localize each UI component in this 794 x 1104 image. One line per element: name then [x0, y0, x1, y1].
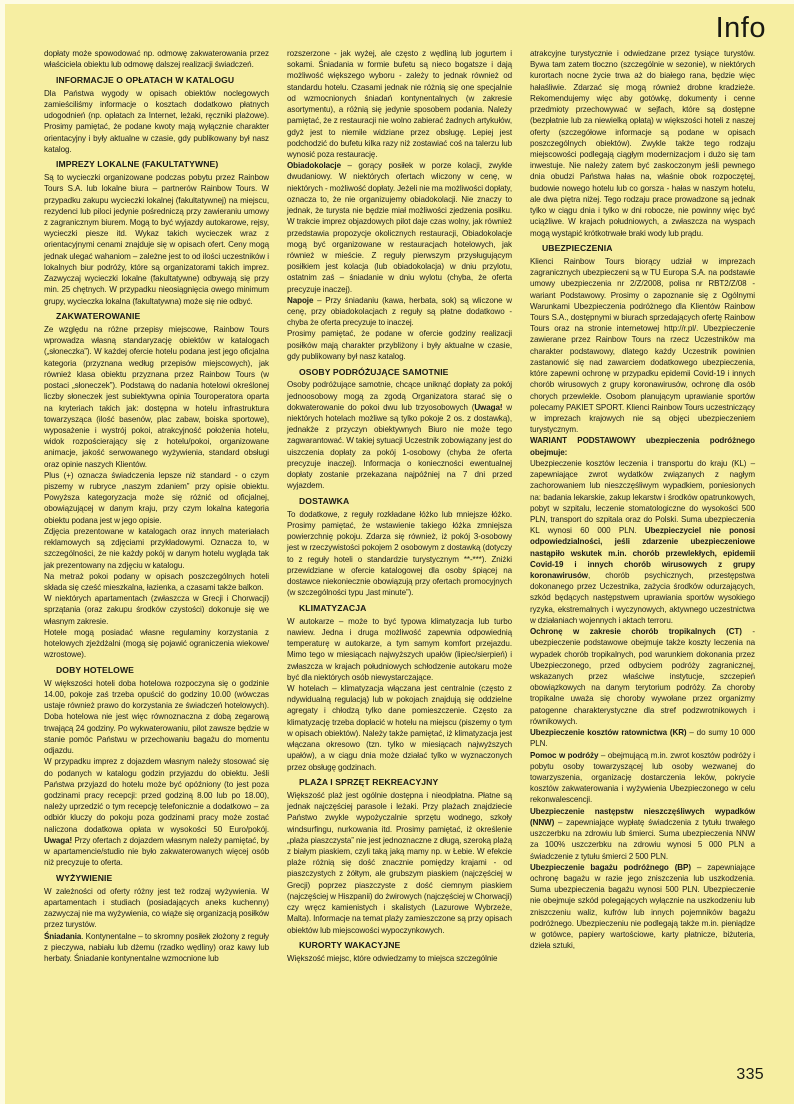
column-3	[530, 48, 755, 1048]
page-number: 335	[736, 1066, 764, 1083]
page-left-edge	[0, 0, 5, 1104]
body-paragraph: Śniadania. Kontynentalne – to skromny posiłek złożony z reguły z pieczywa, nabiału lub dżemu (rzadko wędliny) oraz kawy lub herbaty. Śniadanie kontynentalne wzmocnione lub	[44, 931, 269, 963]
section-heading: INFORMACJE O OPŁATACH W KATALOGU	[56, 74, 235, 85]
body-paragraph: Plus (+) oznacza świadczenia lepsze niż standard - o czym piszemy w rubryce „naszym zdaniem” przy opisie obiektu. Powyższa kategoryzacja może się różnić od oficjalnej, obowiązującej w danym kraju, przy czym lokalna kategoria obiektu podana jest w jego opisie.	[44, 470, 269, 525]
section-heading: OSOBY PODRÓŻUJĄCE SAMOTNIE	[299, 366, 449, 377]
section-heading: IMPREZY LOKALNE (FAKULTATYWNE)	[56, 159, 219, 170]
section-heading: KLIMATYZACJA	[299, 602, 367, 613]
body-paragraph: To dodatkowe, z reguły rozkładane łóżko lub mniejsze łóżko. Prosimy pamiętać, że wstawienie takiego łóżka zmniejsza powierzchnię pokoju. Zdarza się również, iż pokój 3-osobowy jest w rzeczywistości pokojem 2 osobowym z dostawką (dotyczy to z reguły hoteli o standardzie turystycznym **-***). Zniżki przewidziane w ofercie katalogowej dla osoby śpiącej na dostawce niekoniecznie obowiązują przy ofertach promocyjnych (w szczególności typu „last minute”).	[287, 509, 512, 598]
body-paragraph: Prosimy pamiętać, że podane w ofercie godziny realizacji posiłków mają charakter przybliżony i były aktualne w czasie, gdy publikowany był nasz katalog.	[287, 329, 512, 361]
section-heading: PLAŻA I SPRZĘT REKREACYJNY	[299, 777, 439, 788]
body-paragraph: W przypadku imprez z dojazdem własnym należy stosować się do podanych w katalogu godzin przyjazdu do obiektu. Jeśli Państwa przyjazd do hotelu może być opóźniony (to jest poza godzinami pracy recepcji: przed godziną 8.00 lub po 18.00), należy uprzedzić o tym recepcję telefonicznie a dodatkowo – za odbiór kluczy do pokoju poza godzinami pracy może zostać naliczona dodatkowa opłata w wysokości 50 Euro/pokój. Uwaga! Przy ofertach z dojazdem własnym należy pamiętać, by w apartamencie/studio nie było zakwaterowanych więcej osób niż precyzuje to oferta.	[44, 757, 269, 868]
body-paragraph: Ubezpieczenie kosztów leczenia i transportu do kraju (KL) – zapewniające zwrot wydatków związanych z nagłym zachorowaniem lub nieszczęśliwym wypadkiem, poniesionych na: badania lekarskie, zakup lekarstw i środków opatrunkowych, pobyt w szpitalu, leczenie stomatologiczne do wysokości 500 PLN, transport do szpitala oraz do Polski. Suma ubezpieczenia KL wynosi 60 000 PLN. Ubezpieczyciel nie ponosi odpowiedzialności, jeśli zdarzenie ubezpieczeniowe nastąpiło wskutek m.in. chorób przewlekłych, epidemii Covid-19 i innych chorób wirusowych z grupy koronawirusów, chorób psychicznych, przestępstwa dokonanego przez Uczestnika, zażycia środków odurzających, szkód będących następstwem uprawiania sportów wysokiego ryzyka, ekstremalnych i wyczynowych, aktywnego uczestnictwa w działaniach wojennych i aktach terroru.	[530, 458, 755, 625]
body-paragraph: Klienci Rainbow Tours biorący udział w imprezach zagranicznych ubezpieczeni są w TU Europa S.A. na podstawie umowy ubezpieczenia nr 2/Z/2008, polisa nr RBT2/Z/08 - wariant Podstawowy. Prosimy o zapoznanie się z Ogólnymi Warunkami Ubezpieczenia podróżnego dla Klientów Rainbow Tours S.A., dostępnymi w biurach sprzedających ofertę Rainbow Tours oraz na stronie internetowej http://r.pl/. Ubezpieczenie zawierane przez Rainbow Tours na rzecz Uczestników ma charakter podstawowy, dlatego każdy Uczestnik powinien zastanowić się nad zawarciem dodatkowego ubezpieczenia, które zapewni ochronę w przypadku epidemii Covid-19 i innych chorób wirusowych z grupy koronawirusów, ochronę dla osób chorych przewlekle. Osobom planującym uprawianie sportów polecamy PAKIET SPORT. Klienci Rainbow Tours uczestniczący w imprezach krajowych nie są objęci ubezpieczeniem turystycznym.	[530, 256, 755, 435]
text-columns	[44, 48, 754, 1048]
body-paragraph: Większość plaż jest ogólnie dostępna i nieodpłatna. Płatne są jednak najczęściej parasole i leżaki. Przy plażach znajdziecie Państwo zwykle wypożyczalnie sprzętu wodnego, szkoły windsurfingu, nurkowania itd. Prosimy pamiętać, iż określenie „plaża piaszczysta” nie jest jednoznaczne z długą, szeroką plażą z białym piaskiem, czyli taką jaką mamy np. w Łebie. W efekcie plaże różnią się dość znacznie pomiędzy krajami - od piaszczystych z żółtym, ale grubszym piaskiem (najczęściej w Grecji) poprzez piaszczyste z dość ciemnym piaskiem (najczęściej w Hiszpanii) do żwirowych (najczęściej w Chorwacji) czy wręcz kamienistych i skalistych (Lazurowe Wybrzeże, Malta). Informacje na temat plaży zamieszczone są przy opisach obiektów lub miejscowości wypoczynkowych.	[287, 790, 512, 935]
body-paragraph: Zdjęcia prezentowane w katalogach oraz innych materiałach reklamowych są zdjęciami przykładowymi. Oznacza to, w szczególności, że nie każdy pokój w danym hotelu wygląda tak jak prezentowany na zdjęciu w katalogu.	[44, 526, 269, 570]
body-paragraph: Obiadokolacje – gorący posiłek w porze kolacji, zwykle dwudaniowy. W niektórych ofertach wliczony w cenę, w niektórych - możliwość dopłaty. Jeżeli nie ma możliwości dopłaty, oznacza to, że nie organizujemy obiadokolacji. Nie znaczy to jednak, że turysta nie będzie miał możliwości zjedzenia posiłku. W trakcie imprez objazdowych pilot daje czas wolny, jak również przedstawia propozycje okolicznych restauracji, Obiadokolacje mogą być organizowane w restauracjach hotelowych, jak również w mieście. Z reguły pierwszym przysługującym posiłkiem jest kolacja (lub obiadokolacja) w dniu przylotu, ostatnim zaś – śniadanie w dniu wylotu (chyba, że oferta precyzuje inaczej).	[287, 161, 512, 294]
body-paragraph: Pomoc w podróży – obejmującą m.in. zwrot kosztów podróży i pobytu osoby towarzyszącej lub osoby wezwanej do towarzyszenia, organizację dostarczenia leków, pokrycie kosztów zakwaterowania i wyżywienia Ubezpieczonego w celu rekonwalescencji.	[530, 750, 755, 805]
page-masthead	[716, 14, 766, 43]
section-heading: UBEZPIECZENIA	[542, 243, 613, 254]
body-paragraph: Ubezpieczenie bagażu podróżnego (BP) – zapewniające ochronę bagażu w razie jego zniszczenia lub uszkodzenia. Suma ubezpieczenia bagażu wynosi 500 PLN. Ubezpieczenie nie obejmuje szkód polegających wyłącznie na uszkodzeniu lub zniszczeniu waliz, kufrów lub innych pojemników bagażu podróżnego. Ubezpieczeniu nie podlegają także m.in. pieniądze w gotówce, papiery wartościowe, karty płatnicze, biżuteria, dzieła sztuki,	[530, 862, 755, 951]
body-paragraph: W zależności od oferty różny jest też rodzaj wyżywienia. W apartamentach i studiach (posiadających aneks kuchenny) zazwyczaj nie ma wyżywienia, co wiąże się organizacją posiłków przez turystów.	[44, 886, 270, 930]
body-paragraph: Ubezpieczenie kosztów ratownictwa (KR) – do sumy 10 000 PLN.	[530, 728, 755, 749]
body-paragraph: Większość miejsc, które odwiedzamy to miejsca szczególnie	[287, 953, 498, 963]
column-2	[287, 48, 512, 1048]
body-paragraph: atrakcyjne turystycznie i odwiedzane przez tysiące turystów. Bywa tam zatem tłoczno (szczególnie w sezonie), w niektórych kurortach nocne życie trwa aż do białego rana, będzie więc hałaśliwie. Zdarzać się mogą również drobne kradzieże. Rekomendujemy więc aby gotówkę, dokumenty i cenne przedmioty przechowywać w sejfach, które są dostępne (bezpłatnie lub za niewielką opłatą) w większości hoteli z naszej oferty (szczegółowe informacje są podane w opisach poszczególnych obiektów). Zwykle także tego rodzaju miejscowości podlegają ciągłym modernizacjom i dużo się tam inwestuje. Nie należy zatem być zaskoczonym jeśli pewnego dnia obudzi Państwa hałas na, właśnie obok rozpoczętej, budowie nowego hotelu lub co gorsza - hałas w naszym hotelu, ale dwa piętra niżej. Tego rodzaju prace prowadzone są jednak tylko w ciągu dnia i tylko w dni robocze, nie powinny więc być uciążliwe. W krajach południowych, a zwłaszcza na wyspach mogą wystąpić krótkotrwałe braki wody lub prądu.	[530, 49, 755, 238]
section-heading: KURORTY WAKACYJNE	[299, 940, 401, 951]
body-paragraph: Na metraż pokoi podany w opisach poszczególnych hoteli składa się cześć mieszkalna, łazienka, a czasami także balkon.	[44, 571, 269, 593]
body-paragraph: Napoje – Przy śniadaniu (kawa, herbata, sok) są wliczone w cenę, przy obiadokolacjach z reguły są płatne dodatkowo - chyba że oferta precyzuje to inaczej.	[287, 295, 512, 328]
body-paragraph: Hotele mogą posiadać własne regulaminy korzystania z hotelowych zjeżdżalni (mogą się pojawić ograniczenia wiekowe/ wzrostowe).	[44, 627, 269, 660]
body-paragraph: Są to wycieczki organizowane podczas pobytu przez Rainbow Tours S.A. lub lokalne biura – partnerów Rainbow Tours. W przypadku zakupu wycieczki lokalnej (fakultatywnej) na miejscu, rezydenci lub piloci jedynie pośredniczą przy zawieraniu umowy z zagranicznym biurem. Mogą to być wyjazdy autokarowe, rejsy, wycieczki piesze itd. Wykaz takich wycieczek wraz z orientacyjnymi cenami znajduje się w opisach ofert. Ceny mogą jednak ulegać wahaniom – zależne jest to od ilości uczestników i lokalnych biur podróży, które są organizatorami takich imprez. Zazwyczaj wycieczki lokalne (fakultatywne) odbywają się przy min. 25 chętnych. W przypadku nieosiągnięcia owego minimum grupy, wycieczka lokalna (fakultatywna) może się nie odbyć.	[44, 173, 269, 306]
body-paragraph: Dla Państwa wygody w opisach obiektów noclegowych zamieściliśmy informacje o kosztach dodatkowo płatnych udogodnień (np. opłatach za Internet, leżaki, ręczniki plażowe). Prosimy pamiętać, że podane kwoty mają wyłącznie charakter orientacyjny i były aktualne w czasie, gdy publikowany był nasz katalog.	[44, 88, 269, 154]
body-paragraph: W hotelach – klimatyzacja włączana jest centralnie (często z ndywidualną regulacją) lub w pokojach znajdują się oddzielne agregaty i chłodzą tylko dane pomieszczenie. Często za klimatyzację trzeba dopłacić w hotelu na miejscu (piszemy o tym w opisach obiektów). Należy także pamiętać, iż klimatyzacja jest włączana okresowo (tzn. tylko w miesiącach najwyższych upałów), a w ciągu dnia może działać tylko w wyznaczonych przez obsługę godzinach.	[287, 683, 512, 772]
section-heading: WYŻYWIENIE	[56, 872, 113, 883]
section-heading: DOSTAWKA	[299, 496, 350, 507]
body-paragraph: rozszerzone - jak wyżej, ale często z wędliną lub jogurtem i sokami. Śniadania w formie bufetu są nieco bogatsze i dają możliwość większego wyboru - zależy to jednak również od standardu hotelu. Czasami jednak nie różnią się one specjalnie od wzmocnionych śniadań kontynentalnych (w zakresie asortymentu), a różnią się jedynie sposobem podania. Należy pamiętać, że z restauracji nie wolno zabierać żadnych artykułów, gdyż jest to niemile widziane przez obsługę. Lepiej jest podchodzić do bufetu kilka razy niż zostawiać coś na talerzu lub wynosić poza restaurację.	[287, 49, 512, 159]
body-paragraph: W niektórych apartamentach (zwłaszcza w Grecji i Chorwacji) sprzątania (oraz zakupu środków czystości) dokonuje się we własnym zakresie.	[44, 594, 269, 626]
page-top-edge	[0, 0, 794, 4]
section-heading: DOBY HOTELOWE	[56, 665, 135, 676]
body-paragraph: WARIANT PODSTAWOWY ubezpieczenia podróżnego obejmuje:	[530, 436, 755, 457]
body-paragraph: Ubezpieczenie następstw nieszczęśliwych wypadków (NNW) – zapewniające wypłatę świadczenia z tytułu trwałego uszczerbku na zdrowiu lub śmierci. Suma ubezpieczenia NNW za 100% uszczerbku na zdrowiu wynosi 5 000 PLN a świadczenie z tytułu śmierci 2 500 PLN.	[530, 806, 755, 861]
body-paragraph: W większości hoteli doba hotelowa rozpoczyna się o godzinie 14.00, pokoje zaś trzeba opuścić do godziny 10.00 (wówczas ustaje również prawo do korzystania ze świadczeń hotelowych). Doba hotelowa nie jest więc równoznaczna z dobą zegarową trwającą 24 godziny. Po wykwaterowaniu, pilot zawsze będzie w stanie pomóc Państwu w przechowaniu bagażu do momentu odjazdu.	[44, 678, 269, 756]
body-paragraph: dopłaty może spowodować np. odmowę zakwaterowania przez właściciela obiektu lub odmowę dalszej realizacji świadczeń.	[44, 49, 269, 70]
column-1	[44, 48, 269, 1048]
body-paragraph: W autokarze – może to być typowa klimatyzacja lub turbo nawiew. Jedna i druga możliwość zapewnia odpowiednią temperaturę w autokarze, a tym samym komfort przejazdu. Mimo tego w miesiącach najwyższych upałów (lipiec/sierpień) i zwłaszcza w krajach południowych schłodzenie autokaru może być dla niektórych osób niewystarczające.	[287, 616, 512, 682]
body-paragraph: Osoby podróżujące samotnie, chcące uniknąć dopłaty za pokój jednoosobowy mogą za zgodą Organizatora starać się o dokwaterowanie do pokoi dwu lub trzyosobowych (Uwaga! w niektórych hotelach możliwe są tylko pokoje 2 os. z dostawką), jednakże z przyczyn obiektywnych Biuro nie może tego zagwarantować. W takiej sytuacji Uczestnik zobowiązany jest do uiszczenia dopłaty za pokój 1-osobowy (chyba że oferta precyzuje inaczej). Informacja o konieczności ewentualnej dopłaty zostanie przekazana najpóźniej na 7 dni przed wyjazdem.	[287, 380, 512, 491]
body-paragraph: Ze względu na różne przepisy miejscowe, Rainbow Tours wprowadza własną standaryzację obiektów w katalogach („słoneczka”). W każdej ofercie hotelu podana jest jego oficjalna kategoria (przyznana według przepisów miejscowych), jak również klasa obiektu przyznana przez Rainbow Tours (w postaci „słoneczek”). Podstawą do nadania hotelowi określonej liczby słoneczek jest subiektywna opinia Touroperatora oparta na kryteriach takich jak: dostępna w hotelu infrastruktura towarzysząca (ilość basenów, plac zabaw, boiska sportowe), wyposażenie i wystrój pokoi, atrakcyjność położenia hotelu, widok rozpościerający się z hotelu/pokoi, organizowane animacje, jakość serwowanego wyżywienia, standard obsługi oraz opinie naszych Klientów.	[44, 324, 269, 469]
body-paragraph: Ochronę w zakresie chorób tropikalnych (CT) - ubezpieczenie podstawowe obejmuje także koszty leczenia na wypadek chorób tropikalnych, pod warunkiem dokonania przez Ubezpieczonego, przed odbyciem podróży zagranicznej, wskazanych przez właściwe instytucje, szczepień obowiązkowych na danym terytorium podróży. Za choroby tropikalne uważa się choroby wywołane przez organizmy patogenne charakterystyczne dla stref podzwrotnikowych i równikowych.	[530, 627, 755, 726]
section-heading: ZAKWATEROWANIE	[56, 311, 141, 322]
page-title: Info	[715, 12, 766, 44]
